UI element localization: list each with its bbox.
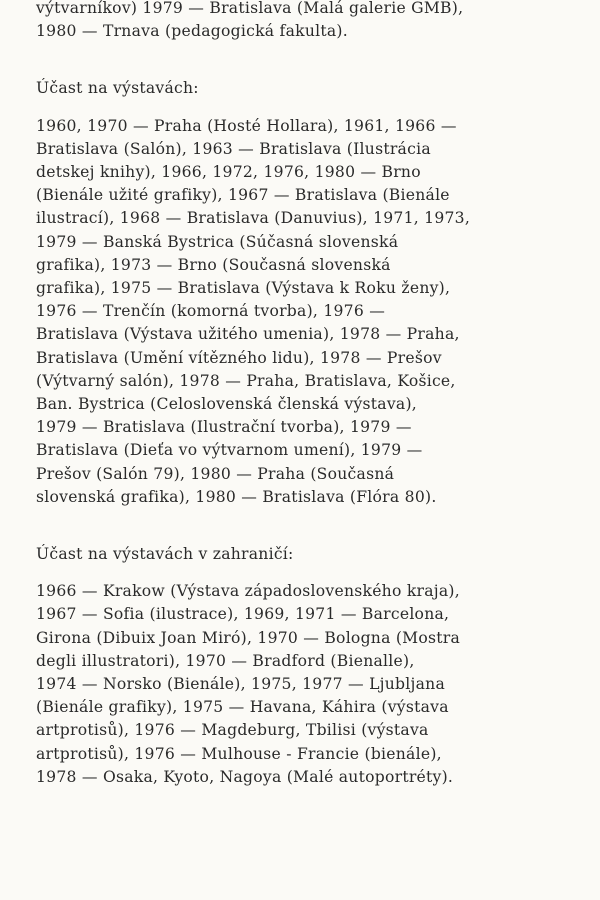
text-line: artprotisů), 1976 — Mulhouse - Francie (bienále), [36, 744, 442, 763]
text-line: Bratislava (Salón), 1963 — Bratislava (Ilustrácia [36, 139, 431, 158]
text-line: 1976 — Trenčín (komorná tvorba), 1976 — [36, 302, 386, 321]
text-line: 1974 — Norsko (Bienále), 1975, 1977 — Ljubljana [36, 675, 446, 694]
exhibitions-paragraph [36, 115, 566, 509]
text-line: 1979 — Banská Bystrica (Súčasná slovenská [36, 232, 399, 251]
document-page [36, 0, 566, 789]
text-line: (Bienále grafiky), 1975 — Havana, Káhira (výstava [36, 698, 449, 717]
section-heading-exhibitions-abroad: Účast na výstavách v zahraničí: [36, 545, 294, 564]
text-line: 1966 — Krakow (Výstava západoslovenského kraja), [36, 582, 460, 601]
text-line: artprotisů), 1976 — Magdeburg, Tbilisi (výstava [36, 721, 429, 740]
text-line: 1967 — Sofia (ilustrace), 1969, 1971 — Barcelona, [36, 605, 450, 624]
text-line: detskej knihy), 1966, 1972, 1976, 1980 — Brno [36, 163, 421, 182]
text-line: 1980 — Trnava (pedagogická fakulta). [36, 22, 348, 41]
text-line: ilustrací), 1968 — Bratislava (Danuvius), 1971, 1973, [36, 209, 471, 228]
text-line: Ban. Bystrica (Celoslovenská členská výstava), [36, 395, 417, 414]
intro-paragraph [36, 0, 566, 43]
text-line: degli illustratori), 1970 — Bradford (Bienalle), [36, 651, 415, 670]
text-line: 1978 — Osaka, Kyoto, Nagoya (Malé autoportréty). [36, 767, 454, 786]
exhibitions-abroad-paragraph [36, 580, 566, 789]
text-line: Prešov (Salón 79), 1980 — Praha (Současná [36, 464, 395, 483]
text-line: (Výtvarný salón), 1978 — Praha, Bratislava, Košice, [36, 371, 456, 390]
text-line: 1960, 1970 — Praha (Hosté Hollara), 1961, 1966 — [36, 116, 457, 135]
text-line: 1979 — Bratislava (Ilustrační tvorba), 1979 — [36, 418, 412, 437]
section-heading-exhibitions: Účast na výstavách: [36, 79, 199, 98]
text-line: grafika), 1973 — Brno (Současná slovenská [36, 255, 391, 274]
text-line: Bratislava (Umění vítězného lidu), 1978 — Prešov [36, 348, 442, 367]
text-line: slovenská grafika), 1980 — Bratislava (Flóra 80). [36, 487, 437, 506]
text-line: Girona (Dibuix Joan Miró), 1970 — Bologna (Mostra [36, 628, 461, 647]
text-line: grafika), 1975 — Bratislava (Výstava k Roku ženy), [36, 279, 451, 298]
text-line: výtvarníkov) 1979 — Bratislava (Malá galerie GMB), [36, 0, 464, 17]
text-line: (Bienále užité grafiky), 1967 — Bratislava (Bienále [36, 186, 450, 205]
text-line: Bratislava (Výstava užitého umenia), 1978 — Praha, [36, 325, 460, 344]
text-line: Bratislava (Dieťa vo výtvarnom umení), 1979 — [36, 441, 423, 460]
